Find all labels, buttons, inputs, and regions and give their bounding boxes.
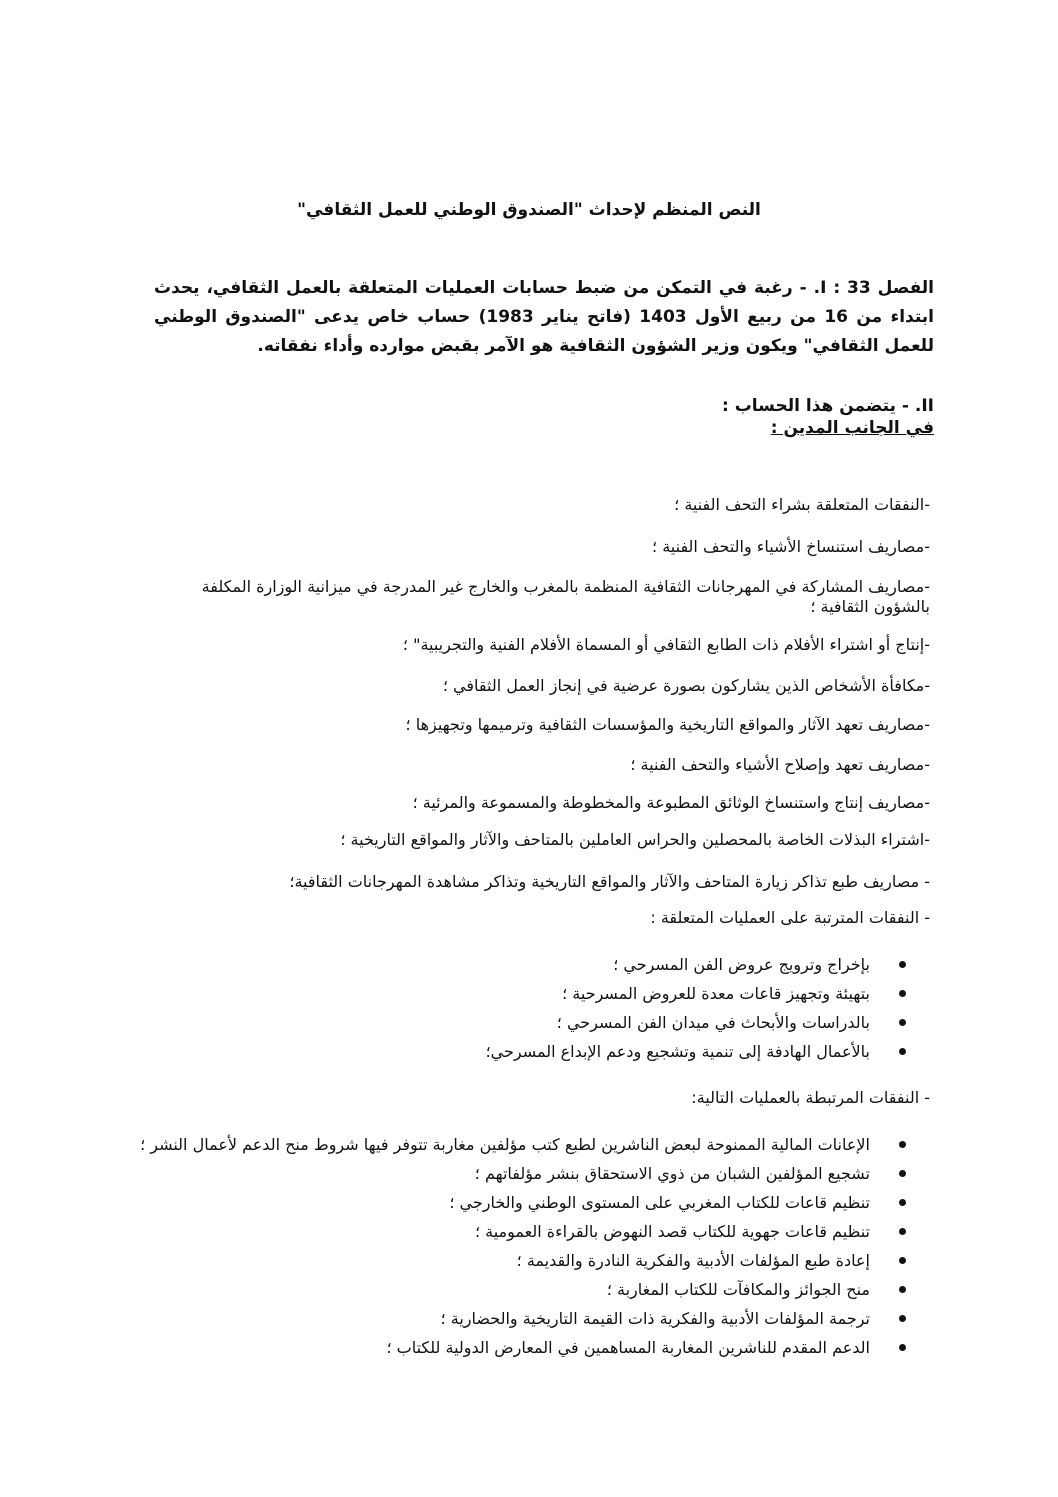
debit-item: -مصاريف استنساخ الأشياء والتحف الفنية ؛ [652,537,930,556]
list-item: تنظيم قاعات جهوية للكتاب قصد النهوض بالقراءة العمومية ؛ [140,1220,906,1249]
list-item: تنظيم قاعات للكتاب المغربي على المستوى الوطني والخارجي ؛ [140,1191,906,1220]
section-2 [722,395,934,439]
list-item: الإعانات المالية الممنوحة لبعض الناشرين لطبع كتب مؤلفين مغاربة تتوفر فيها شروط منح الدعم لأعمال النشر ؛ [140,1133,906,1162]
list-item: بالأعمال الهادفة إلى تنمية وتشجيع ودعم الإبداع المسرحي؛ [486,1040,906,1069]
article-heading: الفصل 33 : [833,278,935,298]
debit-item: -مصاريف تعهد الآثار والمواقع التاريخية والمؤسسات الثقافية وترميمها وتجهيزها ؛ [405,715,930,734]
article-numeral: I [820,278,827,298]
bullet-icon [899,1019,906,1026]
bullet-icon [899,1286,906,1293]
debit-item: -إنتاج أو اشتراء الأفلام ذات الطابع الثقافي أو المسماة الأفلام الفنية والتجريبية" ؛ [402,635,930,654]
list-item: تشجيع المؤلفين الشبان من ذوي الاستحقاق بنشر مؤلفاتهم ؛ [140,1162,906,1191]
bullet-icon [899,1141,906,1148]
debit-side-subheading: في الجانب المدين : [770,418,934,438]
debit-item: - مصاريف طبع تذاكر زيارة المتاحف والآثار والمواقع التاريخية وتذاكر مشاهدة المهرجانات الثقافية؛ [289,872,930,891]
debit-item: -مصاريف المشاركة في المهرجانات الثقافية المنظمة بالمغرب والخارج غير المدرجة في ميزانية الوزارة المكلفة بالشؤون الثقافية ؛ [201,577,930,616]
debit-item: -مصاريف تعهد وإصلاح الأشياء والتحف الفنية ؛ [630,755,930,774]
list-item: بإخراج وترويج عروض الفن المسرحي ؛ [486,953,906,982]
bullet-icon [899,1170,906,1177]
list-item: بتهيئة وتجهيز قاعات معدة للعروض المسرحية ؛ [486,982,906,1011]
bullet-icon [899,1228,906,1235]
article-text: . - رغبة في التمكن من ضبط حسابات العمليات المتعلقة بالعمل الثقافي، يحدث ابتداء من 16 من ربيع الأول 1403 (فاتح يناير 1983) حساب خاص يدعى "الصندوق الوطني للعمل الثقافي" ويكون وزير الشؤون الثقافية هو الآمر بقبض موارده وأداء نفقاته. [154,278,934,356]
debit-item: -اشتراء البذلات الخاصة بالمحصلين والحراس العاملين بالمتاحف والآثار والمواقع التاريخية ؛ [340,830,930,849]
debit-item: -مصاريف إنتاج واستنساخ الوثائق المطبوعة والمخطوطة والمسموعة والمرئية ؛ [412,793,930,812]
article-33-paragraph [154,274,934,361]
debit-item: - النفقات المترتبة على العمليات المتعلقة : [650,908,930,927]
bullet-icon [899,1344,906,1351]
list-item: إعادة طبع المؤلفات الأدبية والفكرية النادرة والقديمة ؛ [140,1249,906,1278]
debit-item: -النفقات المتعلقة بشراء التحف الفنية ؛ [674,495,930,514]
section-2-numeral: II [921,396,934,416]
bullet-icon [899,1257,906,1264]
list-item: الدعم المقدم للناشرين المغاربة المساهمين في المعارض الدولية للكتاب ؛ [140,1336,906,1365]
list-item: ترجمة المؤلفات الأدبية والفكرية ذات القيمة التاريخية والحضارية ؛ [140,1307,906,1336]
section-2-line [722,395,934,417]
book-operations-intro: - النفقات المرتبطة بالعمليات التالية: [691,1088,930,1107]
bullet-icon [899,961,906,968]
bullet-icon [899,1199,906,1206]
section-2-text: . - يتضمن هذا الحساب : [722,396,922,416]
list-item: منح الجوائز والمكافآت للكتاب المغاربة ؛ [140,1278,906,1307]
bullet-icon [899,1048,906,1055]
debit-item: -مكافأة الأشخاص الذين يشاركون بصورة عرضية في إنجاز العمل الثقافي ؛ [442,676,930,695]
list-item: بالدراسات والأبحاث في ميدان الفن المسرحي ؛ [486,1011,906,1040]
bullet-icon [899,990,906,997]
book-bullet-list [140,1133,906,1365]
bullet-icon [899,1315,906,1322]
theatre-bullet-list [486,953,906,1069]
document-title: النص المنظم لإحداث "الصندوق الوطني للعمل الثقافي" [297,200,761,220]
